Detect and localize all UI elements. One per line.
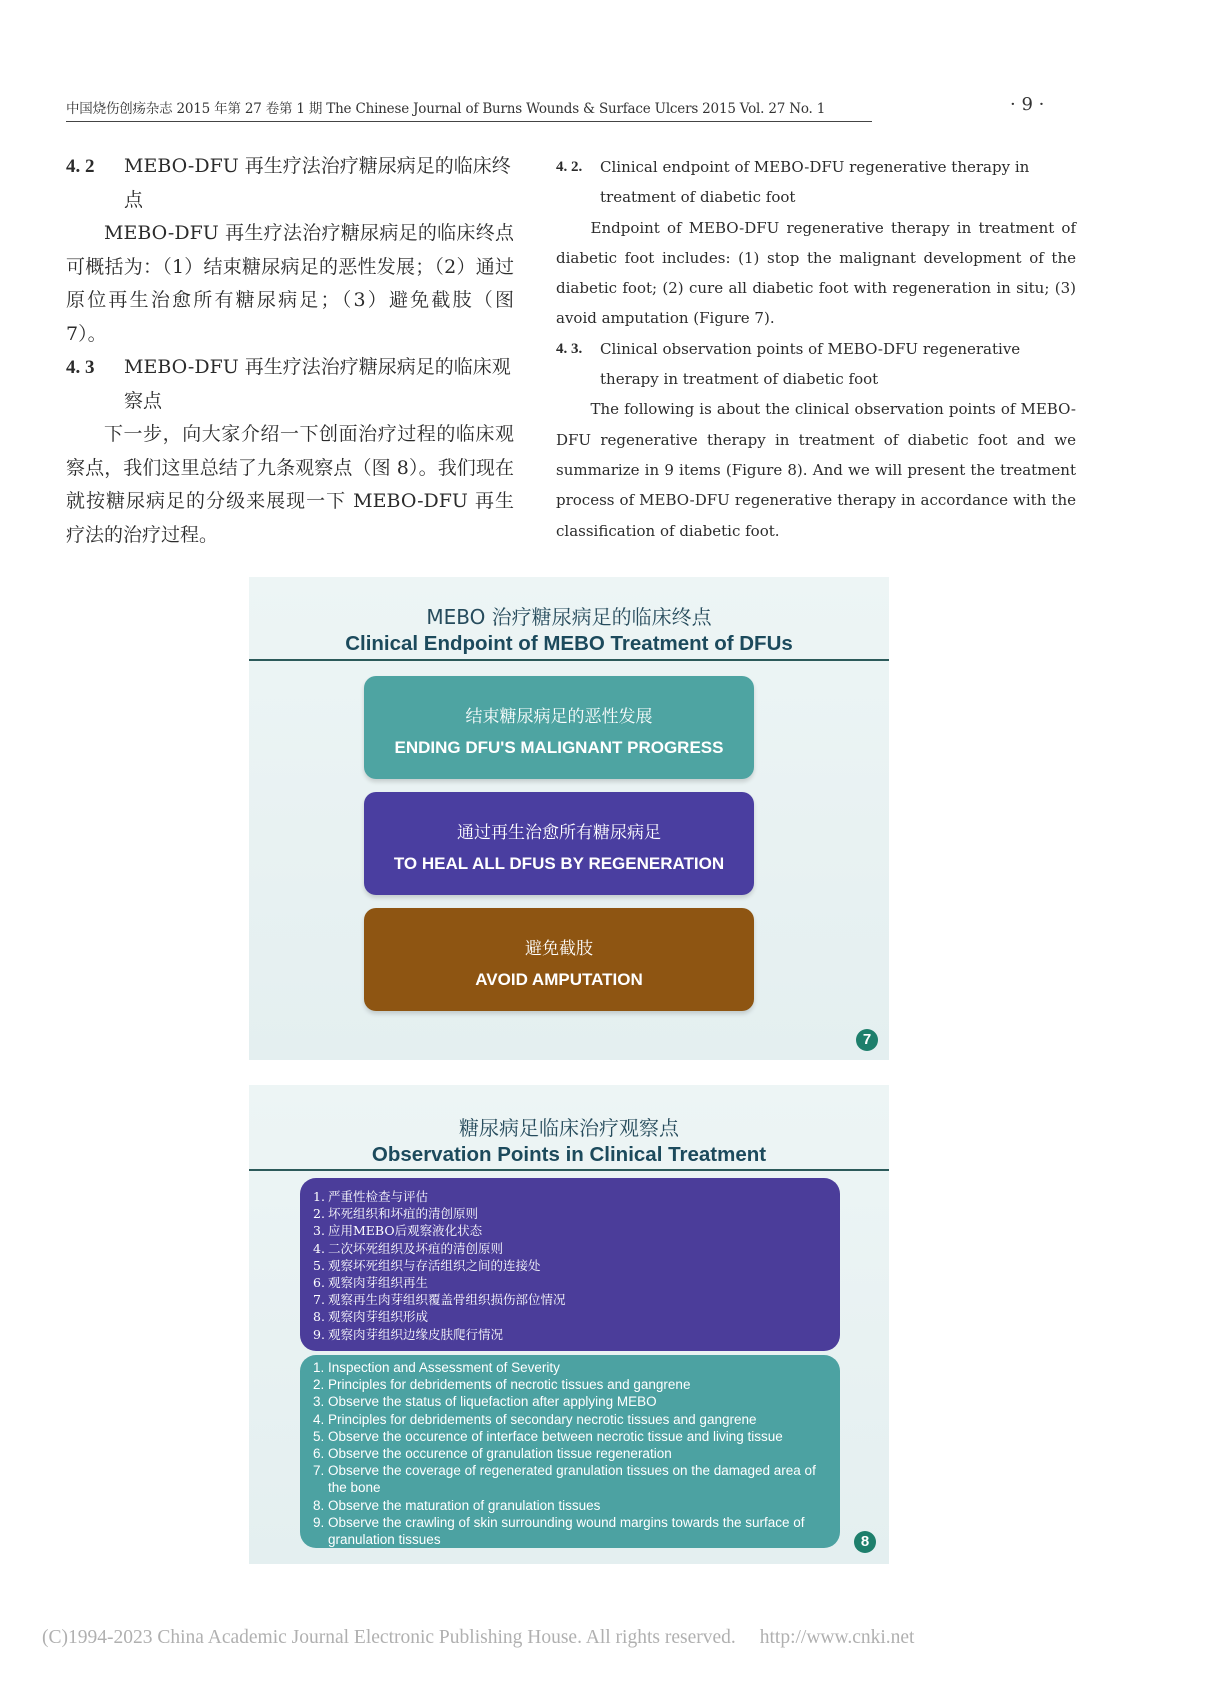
list-item: 7. Observe the coverage of regenerated granulation tissues on the damaged area of the bone bbox=[313, 1463, 816, 1496]
endpoint-pill-1 bbox=[364, 676, 754, 779]
section-heading-4-2-cn bbox=[66, 150, 514, 217]
list-item: 2. 坏死组织和坏疽的清创原则 bbox=[313, 1206, 479, 1222]
paragraph-4-3-en: The following is about the clinical observation points of MEBO-DFU regenerative therapy in treatment of diabetic foot and we summarize in 9 items (Figure 8). And we will present the treatment process of MEBO-DFU regenerative therapy in accordance with the classification of diabetic foot. bbox=[556, 400, 1076, 540]
list-item: 8. 观察肉芽组织形成 bbox=[313, 1309, 429, 1325]
paragraph-4-2-en: Endpoint of MEBO-DFU regenerative therapy in treatment of diabetic foot includes: (1) stop the malignant development of the diabetic foot; (2) cure all diabetic foot with regeneration in situ; (3) avoid amputation (Figure 7). bbox=[556, 218, 1076, 328]
section-title: MEBO-DFU 再生疗法治疗糖尿病足的临床终点 bbox=[124, 155, 511, 211]
list-item: 5. 观察坏死组织与存活组织之间的连接处 bbox=[313, 1257, 541, 1273]
list-item: 6. Observe the occurence of granulation tissue regeneration bbox=[313, 1446, 672, 1462]
list-item: 6. 观察肉芽组织再生 bbox=[313, 1275, 429, 1291]
copyright-footer bbox=[42, 1627, 914, 1649]
endpoint-pill-3 bbox=[364, 908, 754, 1011]
section-title: MEBO-DFU 再生疗法治疗糖尿病足的临床观察点 bbox=[124, 356, 511, 412]
list-item: 8. Observe the maturation of granulation tissues bbox=[313, 1497, 601, 1513]
list-item: 2. Principles for debridements of necrotic tissues and gangrene bbox=[313, 1377, 691, 1393]
figure-8-divider bbox=[249, 1169, 889, 1171]
pill-label-en: ENDING DFU'S MALIGNANT PROGRESS bbox=[394, 738, 724, 757]
list-item: 4. 二次坏死组织及坏疽的清创原则 bbox=[313, 1240, 504, 1256]
paragraph-4-3-cn: 下一步，向大家介绍一下创面治疗过程的临床观察点，我们这里总结了九条观察点（图 8）。我们现在就按糖尿病足的分级来展现一下 MEBO-DFU 再生疗法的治疗过程。 bbox=[66, 423, 514, 546]
figure-7-slide bbox=[249, 577, 889, 1060]
figure-8-title-en: Observation Points in Clinical Treatment bbox=[371, 1143, 767, 1166]
figure-8-title-cn: 糖尿病足临床治疗观察点 bbox=[459, 1116, 679, 1140]
list-item: 9. 观察肉芽组织边缘皮肤爬行情况 bbox=[313, 1326, 504, 1342]
figure-7-title-cn: MEBO 治疗糖尿病足的临床终点 bbox=[426, 605, 712, 629]
english-column bbox=[556, 152, 1076, 546]
figure-8-number-badge: 8 bbox=[854, 1531, 876, 1553]
section-number: 4. 2. bbox=[556, 159, 583, 175]
observation-list-en bbox=[300, 1355, 840, 1548]
section-title: Clinical observation points of MEBO-DFU regenerative therapy in treatment of diabetic foot bbox=[600, 339, 1021, 389]
list-item: 1. 严重性检查与评估 bbox=[313, 1189, 429, 1204]
list-item: 3. Observe the status of liquefaction after applying MEBO bbox=[313, 1394, 657, 1410]
pill-label-en: TO HEAL ALL DFUS BY REGENERATION bbox=[393, 854, 725, 873]
chinese-column bbox=[66, 150, 514, 552]
list-item: 9. Observe the crawling of skin surrounding wound margins towards the surface of granulation tissues bbox=[313, 1514, 805, 1548]
figure-7-number-badge: 7 bbox=[856, 1029, 878, 1051]
section-heading-4-3-en bbox=[556, 334, 1076, 395]
section-title: Clinical endpoint of MEBO-DFU regenerative therapy in treatment of diabetic foot bbox=[600, 158, 1030, 207]
footer-url[interactable]: http://www.cnki.net bbox=[759, 1627, 915, 1648]
section-heading-4-2-en bbox=[556, 152, 1076, 213]
figure-8-slide bbox=[249, 1085, 889, 1564]
page-number: · 9 · bbox=[1010, 94, 1045, 115]
figure-7-divider bbox=[249, 659, 889, 661]
pill-label-cn: 避免截肢 bbox=[525, 939, 593, 959]
list-item: 4. Principles for debridements of secondary necrotic tissues and gangrene bbox=[313, 1411, 757, 1427]
copyright-text: (C)1994-2023 China Academic Journal Electronic Publishing House. All rights reserved. bbox=[42, 1627, 736, 1648]
pill-label-cn: 通过再生治愈所有糖尿病足 bbox=[457, 823, 661, 843]
section-number: 4. 3 bbox=[66, 357, 95, 378]
running-header: 中国烧伤创疡杂志 2015 年第 27 卷第 1 期 The Chinese Journal of Burns Wounds & Surface Ulcers 2015 Vol. 27 No. 1 bbox=[66, 97, 872, 122]
endpoint-pill-2 bbox=[364, 792, 754, 895]
section-heading-4-3-cn bbox=[66, 351, 514, 418]
list-item: 1. Inspection and Assessment of Severity bbox=[313, 1360, 560, 1375]
section-number: 4. 3. bbox=[556, 340, 583, 357]
pill-label-cn: 结束糖尿病足的恶性发展 bbox=[465, 707, 653, 727]
observation-list-cn bbox=[300, 1178, 840, 1351]
paragraph-4-2-cn: MEBO-DFU 再生疗法治疗糖尿病足的临床终点可概括为：（1）结束糖尿病足的恶性发展；（2）通过原位再生治愈所有糖尿病足；（3）避免截肢（图 7）。 bbox=[66, 222, 514, 345]
list-item: 3. 应用MEBO后观察液化状态 bbox=[313, 1223, 483, 1239]
list-item: 7. 观察再生肉芽组织覆盖骨组织损伤部位情况 bbox=[313, 1292, 566, 1308]
pill-label-en: AVOID AMPUTATION bbox=[475, 970, 643, 989]
list-item: 5. Observe the occurence of interface between necrotic tissue and living tissue bbox=[313, 1428, 783, 1444]
figure-7-title-en: Clinical Endpoint of MEBO Treatment of DFUs bbox=[345, 632, 793, 655]
section-number: 4. 2 bbox=[66, 156, 95, 177]
